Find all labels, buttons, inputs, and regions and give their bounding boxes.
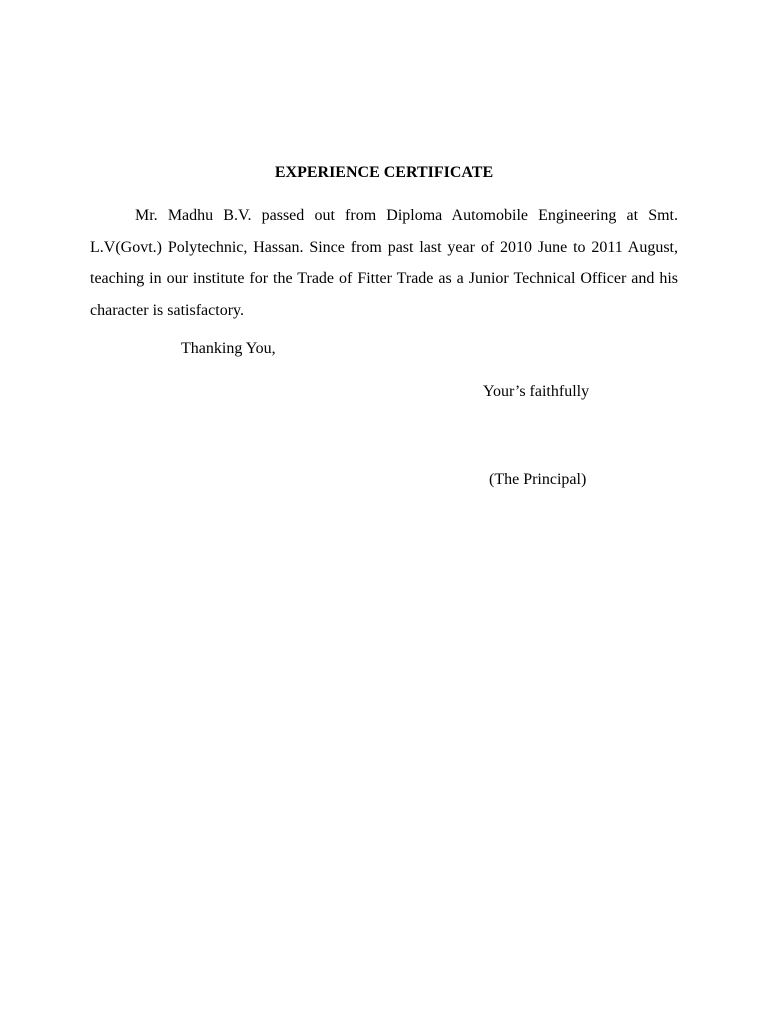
closing-salutation: Your’s faithfully <box>483 383 590 400</box>
certificate-body-paragraph: Mr. Madhu B.V. passed out from Diploma Automobile Engineering at Smt. L.V(Govt.) Polytechnic, Hassan. Since from past last year of 2010 June to 2011 August, teaching in our institute for the Trade of Fitter Trade as a Junior Technical Officer and his character is satisfactory. <box>90 207 678 319</box>
certificate-title: EXPERIENCE CERTIFICATE <box>274 164 494 181</box>
signatory-title: (The Principal) <box>489 471 587 488</box>
thanking-line: Thanking You, <box>181 340 276 357</box>
